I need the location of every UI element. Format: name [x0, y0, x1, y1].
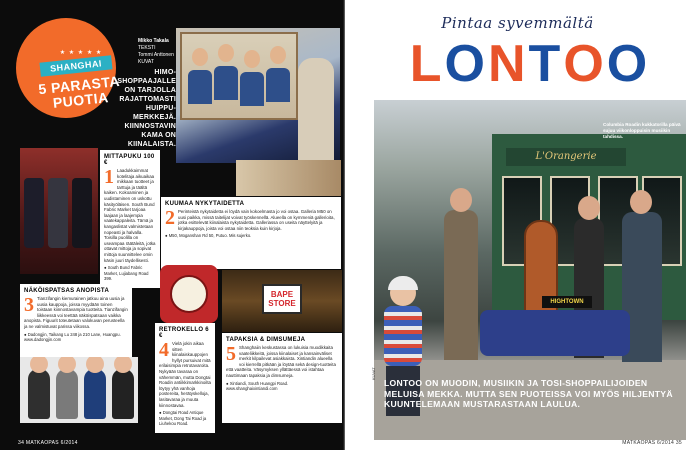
title-letter: O — [563, 35, 607, 93]
art-photo — [236, 160, 341, 196]
author-name: Mikko Takala — [138, 38, 169, 44]
title-letter: L — [409, 35, 445, 93]
section-5-body: Shanghaiin keskustassa on lukuisia muodikkaita vaateliikkeitä, joissa kiinalaiset ja kansainväliset merkit kilpailevat asiakkaista. Xintiandin alueella voi kierrellä pitkään ja löytää sekä design-tuotteita että vaatteita. Väsymyksen yllättäessä voi istahtaa nauttimaan tapaksia ja dimsumeja. — [226, 345, 336, 378]
section-4-body: Vielä jokin aikaa sitten kiinalaiskauppojen hyllyt pursuivat mitä erilaisimpia retrotavaroita. Nykyään tavaraa on vähemmän, mutta Dongtai Roadin antiikkimarkkinoilta löytyy yhä vanhoja postereita, herätyskelloja, lasitavaraa ja muuta kiinnostavaa. — [159, 341, 211, 408]
section-3-title: NÄKÖISPATSAS ANOPISTA — [24, 288, 110, 294]
shop-sign: L'Orangerie — [506, 148, 626, 166]
bape-sign: BAPE STORE — [262, 284, 302, 314]
title-letter: O — [606, 35, 651, 93]
badge-title: 5 PARASTA PUOTIA — [37, 72, 121, 111]
section-3 — [20, 284, 132, 358]
photo-credit: KUVAT — [371, 367, 376, 380]
portrait-painting — [180, 32, 298, 120]
badge-stars: ★ ★ ★ ★ ★ — [59, 50, 103, 56]
section-3-body: Tianzifangin kiemurainen jatkuu aina uusia ja uusia kauppoja, joissa myydään toinen toistaan kiinnostavampia tuotteita. Tianzifangin liikkeessä voi teettää näköispatsaan vaikka anopista. Figuurit toteutetaan valokuvan perusteella ja ne valmistuvat parissa viikossa. — [24, 296, 128, 329]
section-5 — [222, 333, 342, 423]
figurines-photo — [20, 357, 138, 423]
section-5-number: 5 — [226, 343, 236, 365]
script-headline: Pintaa syvemmältä — [441, 14, 594, 32]
suits-photo — [20, 148, 98, 274]
author-label: TEKSTI — [138, 45, 156, 51]
section-4-address: ● Dongtai Road Antique Market, Dong Tai Road ja Liuhekou Road. — [159, 410, 207, 426]
section-2-address: ● M50, Moganshan Rd 50, Putuo. Mis sujerko. — [165, 233, 252, 239]
photographer-label: KUVAT — [138, 59, 154, 65]
musician-left — [444, 210, 478, 360]
credits — [138, 38, 194, 66]
section-5-address: ● Xintiandi, South Huangpi Road. www.shanghaixintiandi.com — [226, 380, 289, 391]
hero-photo-painting-shop — [176, 28, 340, 163]
section-3-address: ● Dadongjin, Taikang Lu 248 ja 210 Lane, Huangpu. www.dadongjin.com — [24, 331, 121, 342]
section-4-title: RETROKELLO 6 € — [159, 327, 209, 339]
bape-store-photo — [222, 270, 342, 332]
page-folio-right: MATKAOPAS 6/2014 35 — [622, 440, 682, 446]
section-2-body: Perinteistä nykytaidetta ei löydä vain kokoelmasta jo voi ostaa. Galleria M50 on uusi paikka, missä taitelijat voivat työskennellä. Alueella on kymmeniä gallerioita, jotka esittelevät kiinalaista nykytaidetta. Galleriassa on useita näyttelyitä ja kirjakauppoja, joista voi ostaa niin teoksia kuin kirjoja. — [178, 209, 335, 231]
lontoo-title — [385, 36, 675, 92]
photo-caption: Columbia Roadin kukkatorilla päivä sujuu viikonloppuisin musiikin tahdissa. — [603, 122, 681, 139]
title-letter: O — [444, 35, 488, 93]
shopper-figure — [298, 58, 334, 163]
section-1-title: MITTAPUKU 100 € — [104, 154, 155, 166]
section-1 — [100, 150, 160, 288]
guitar-case — [480, 310, 630, 356]
pull-quote: LONTOO ON MUODIN, MUSIIKIN JA TOSI-SHOPPAILIJOIDEN MELUISA MEKKA. MUTTA SEN PUOTEISSA VOI MYÖS HILJENTYÄ KUUNTELEMAAN MUSTARASTAAN LAULUA. — [384, 378, 673, 409]
section-5-title: TAPAKSIA & DIMSUMEJA — [226, 337, 306, 343]
section-1-number: 1 — [104, 166, 114, 188]
badge-ribbon: SHANGHAI — [39, 55, 112, 76]
page-folio-left: 34 MATKAOPAS 6/2014 — [18, 440, 78, 446]
section-2-number: 2 — [165, 207, 175, 229]
section-4 — [155, 323, 215, 433]
section-1-body: Laadukkaimmat kotelitaja aikuaikaa mikkaan tuotteet ja tarttuja ja täältä kaiken. Kokoaminen ja uudistaminen on uskottu käsityöläisen. South Bund Fabric Market tarjoaa laajaan ja laajempia vaatekappaleita. Tämä ja kangaslistat valmistetaan nopeasti ja halvalla. Toisilla puolilla on useampaa räätäleitä, jotka ottavat mittoja ja sopivat mittoja suunnittelee omin käsin juuri täydellisesti. — [104, 168, 156, 263]
section-3-number: 3 — [24, 294, 34, 316]
hightown-sign: HIGHTOWN — [542, 296, 592, 308]
title-letter: T — [528, 35, 564, 93]
section-2-title: KUUMAA NYKYTAIDETTA — [165, 201, 245, 207]
intro-text: HIMO-SHOPPAAJALLE ON TARJOLLA RAJATTOMASTI HUIPPU-MERKKEJÄ. KIINNOSTAVIN KAMA ON KIINALAISTA. — [117, 69, 176, 148]
section-4-number: 4 — [159, 339, 169, 361]
photographer-name: Tommi Anttonen — [138, 52, 174, 58]
retro-clock-photo — [160, 265, 218, 323]
clock-icon — [170, 275, 208, 313]
shanghai-badge — [16, 18, 121, 118]
section-2 — [161, 197, 341, 269]
section-1-address: ● South Bund Fabric Market, Lujiabang Road 399. — [104, 265, 149, 281]
title-letter: N — [487, 35, 529, 93]
